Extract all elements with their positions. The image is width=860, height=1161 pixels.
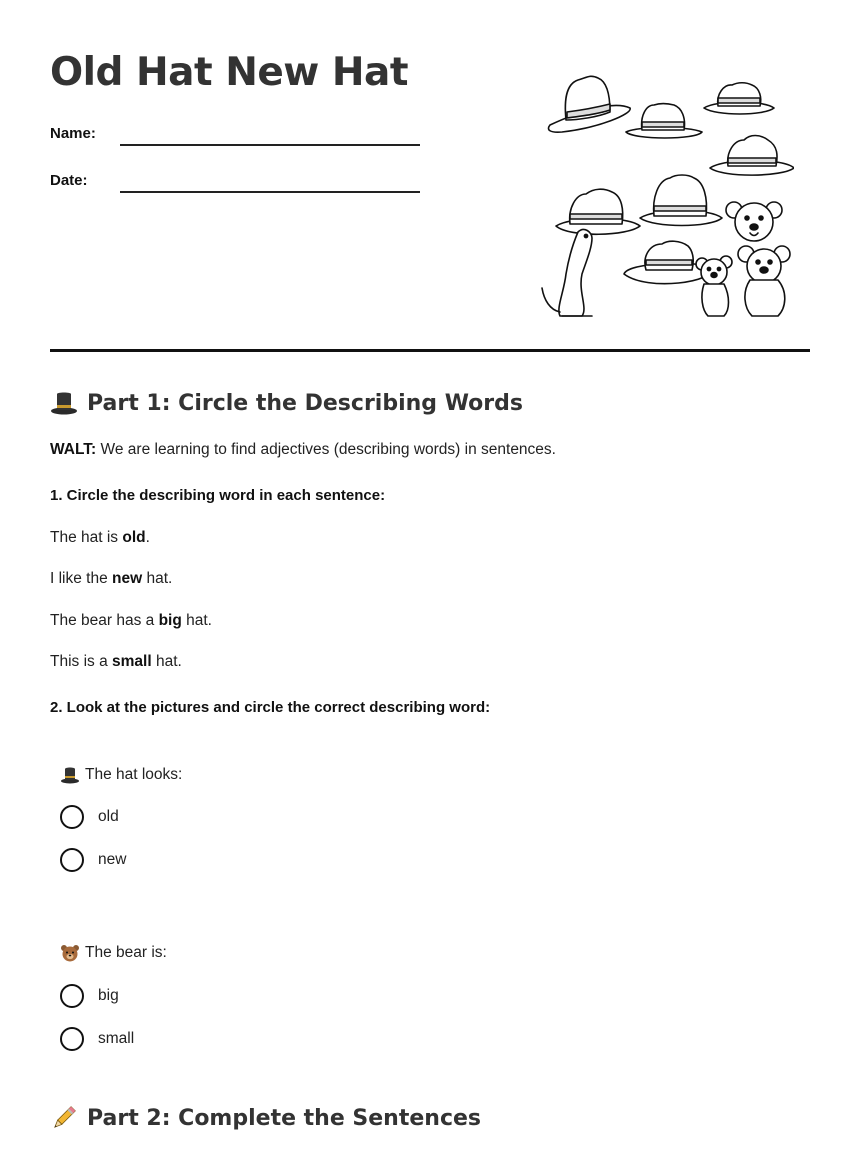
hats-and-animals-illustration	[538, 70, 794, 322]
sentence-text: hat.	[142, 570, 173, 587]
part2-heading-text: Part 2: Complete the Sentences	[87, 1105, 482, 1131]
koala-icon	[726, 202, 782, 241]
hat-icon	[704, 83, 774, 114]
hat-icon	[626, 104, 702, 139]
option-label: new	[98, 851, 127, 868]
question-2: 2. Look at the pictures and circle the correct describing word:	[50, 699, 491, 716]
radio-button[interactable]	[60, 805, 84, 829]
sentence-text: hat.	[151, 653, 182, 670]
meerkat-icon	[542, 230, 592, 316]
describing-word[interactable]: old	[122, 529, 146, 546]
option-row[interactable]	[60, 984, 119, 1008]
sentence-item	[50, 529, 150, 547]
describing-word[interactable]: new	[112, 570, 143, 587]
sentence-text: The hat is	[50, 529, 123, 546]
option-label: small	[98, 1030, 135, 1047]
sentence-text: .	[145, 529, 150, 546]
sentence-item	[50, 653, 182, 671]
choice-prompt	[60, 944, 167, 962]
sentence-item	[50, 612, 212, 630]
hat-icon	[640, 175, 722, 226]
option-row[interactable]	[60, 848, 126, 872]
bear-face-icon	[60, 944, 80, 962]
sentence-text: I like the	[50, 570, 113, 587]
sentence-text: This is a	[50, 653, 113, 670]
top-hat-icon	[60, 766, 80, 784]
name-label: Name:	[50, 125, 96, 142]
hat-icon	[549, 76, 631, 132]
hat-icon	[556, 189, 640, 234]
name-write-line[interactable]	[120, 144, 420, 146]
radio-button[interactable]	[60, 984, 84, 1008]
walt-label: WALT:	[50, 441, 97, 458]
date-field	[50, 163, 420, 193]
part1-heading-text: Part 1: Circle the Describing Words	[87, 390, 523, 416]
koala-icon	[696, 256, 732, 316]
date-label: Date:	[50, 172, 88, 189]
option-row[interactable]	[60, 1027, 134, 1051]
walt-text: We are learning to find adjectives (describing words) in sentences.	[96, 441, 556, 458]
walt-line	[50, 441, 556, 459]
part1-heading	[50, 389, 523, 417]
sentence-item	[50, 570, 172, 588]
top-hat-icon	[50, 389, 78, 417]
header-divider	[50, 349, 810, 352]
option-row[interactable]	[60, 805, 119, 829]
prompt-text: The hat looks:	[85, 766, 183, 783]
koala-icon	[738, 246, 790, 316]
choice-prompt	[60, 766, 182, 784]
worksheet-title: Old Hat New Hat	[50, 50, 408, 95]
describing-word[interactable]: small	[112, 653, 152, 670]
describing-word[interactable]: big	[158, 612, 182, 629]
option-label: big	[98, 987, 119, 1004]
option-label: old	[98, 808, 119, 825]
hat-icon	[710, 136, 794, 176]
sentence-text: hat.	[181, 612, 212, 629]
pencil-icon	[50, 1104, 78, 1132]
radio-button[interactable]	[60, 848, 84, 872]
question-1: 1. Circle the describing word in each sentence:	[50, 487, 386, 504]
part2-heading	[50, 1104, 481, 1132]
name-field	[50, 116, 420, 146]
date-write-line[interactable]	[120, 191, 420, 193]
radio-button[interactable]	[60, 1027, 84, 1051]
prompt-text: The bear is:	[85, 944, 167, 961]
sentence-text: The bear has a	[50, 612, 159, 629]
